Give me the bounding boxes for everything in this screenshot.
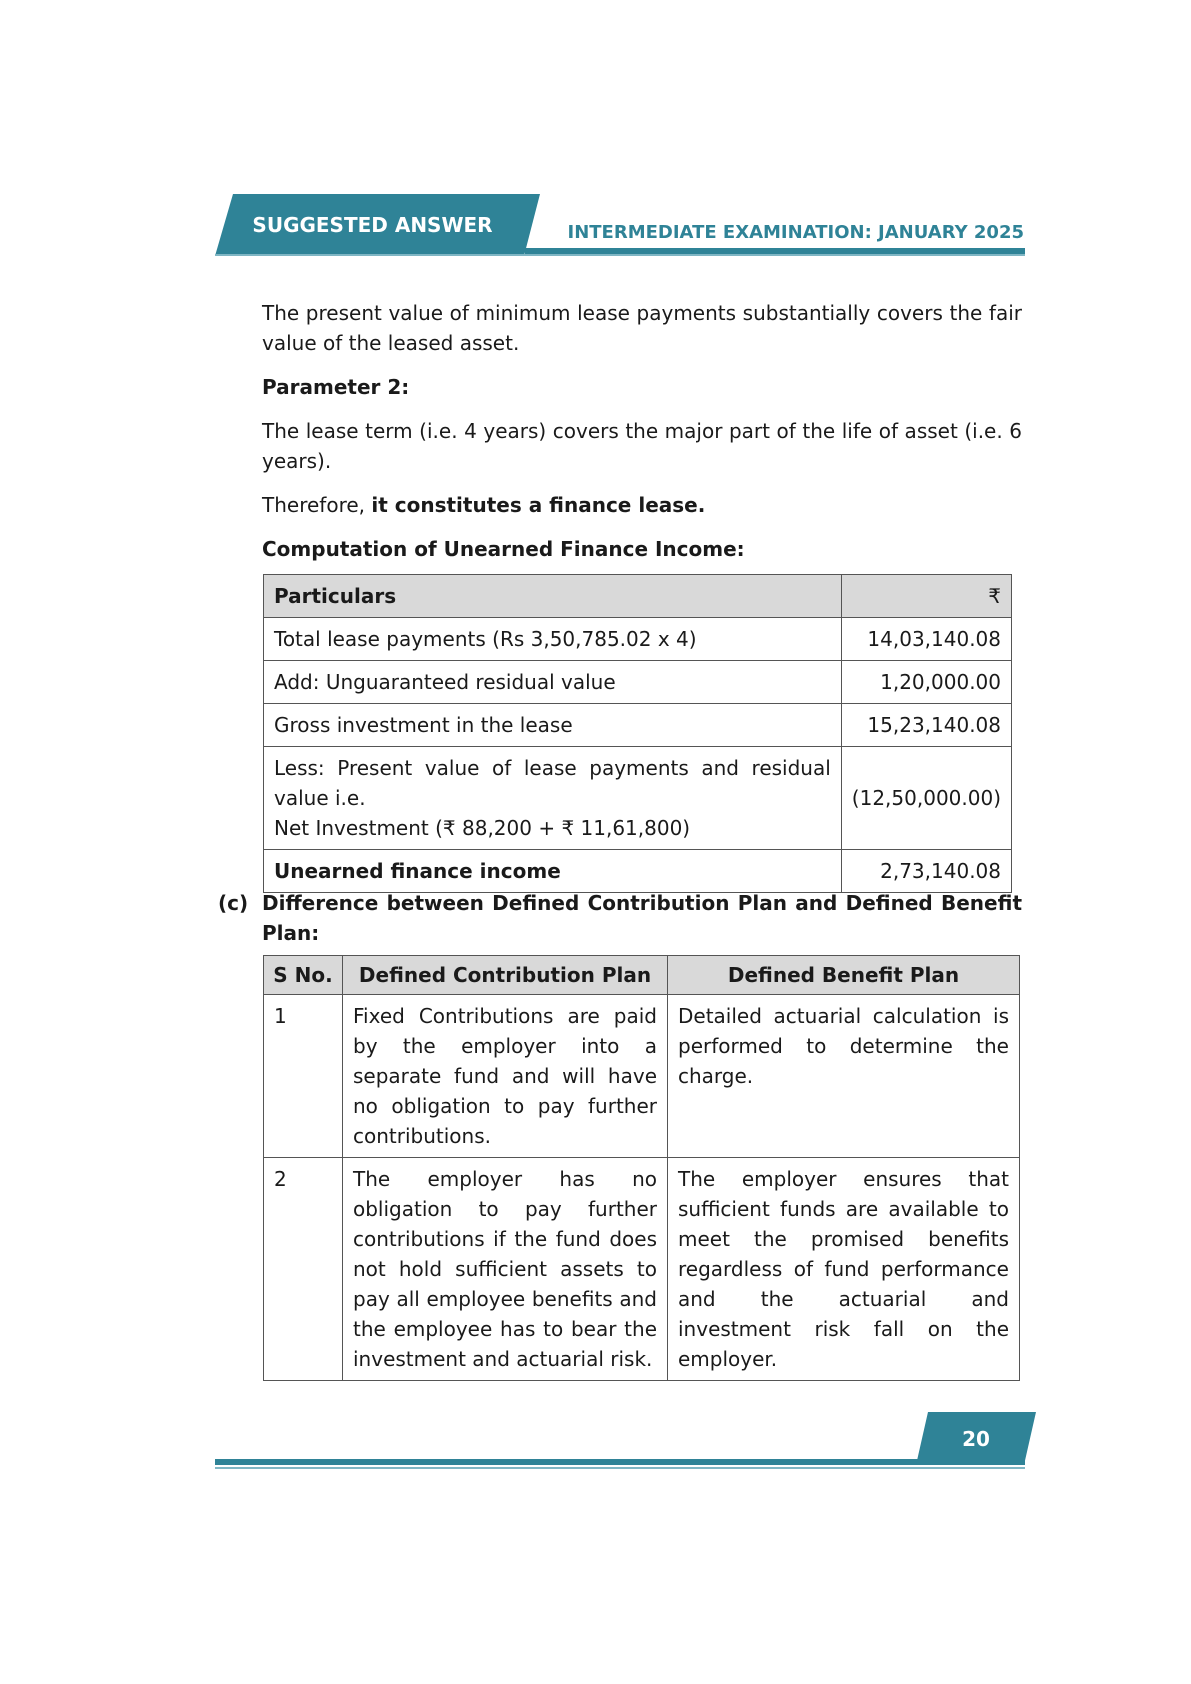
plan-comparison-table [263, 955, 1020, 1381]
particulars-header: Particulars [264, 575, 842, 618]
table-row [264, 661, 1012, 704]
section-c-heading: Difference between Defined Contribution Plan and Defined Benefit Plan: [262, 891, 1022, 945]
conclusion-prefix: Therefore, [262, 493, 372, 517]
footer-rule-thick [215, 1459, 1025, 1465]
table-row [264, 747, 1012, 850]
unearned-finance-income-table [263, 574, 1012, 893]
table-row [264, 995, 1020, 1158]
total-amount: 2,73,140.08 [841, 850, 1011, 893]
section-c-marker: (c) [218, 891, 249, 915]
sno-header: S No. [264, 956, 343, 995]
row-amount: 14,03,140.08 [841, 618, 1011, 661]
row-label: Gross investment in the lease [264, 704, 842, 747]
paragraph-pv-coverage: The present value of minimum lease payments substantially covers the fair value of the leased asset. [262, 301, 1022, 355]
row-amount: 1,20,000.00 [841, 661, 1011, 704]
row-label: Add: Unguaranteed residual value [264, 661, 842, 704]
total-row [264, 850, 1012, 893]
exam-title: INTERMEDIATE EXAMINATION: JANUARY 2025 [567, 222, 1024, 243]
row-label-line2: Net Investment (₹ 88,200 + ₹ 11,61,800) [274, 816, 691, 840]
computation-heading: Computation of Unearned Finance Income: [262, 537, 745, 561]
table-row [264, 618, 1012, 661]
dc-cell: Fixed Contributions are paid by the employer into a separate fund and will have no obligation to pay further contributions. [343, 995, 668, 1158]
row-label [264, 747, 842, 850]
footer-rule-thin [215, 1467, 1025, 1469]
row-amount: 15,23,140.08 [841, 704, 1011, 747]
row-label: Total lease payments (Rs 3,50,785.02 x 4) [264, 618, 842, 661]
db-cell: Detailed actuarial calculation is performed to determine the charge. [668, 995, 1020, 1158]
currency-header: ₹ [841, 575, 1011, 618]
header-tab-label: SUGGESTED ANSWER [252, 213, 493, 237]
total-label: Unearned finance income [264, 850, 842, 893]
page-number: 20 [962, 1426, 990, 1451]
conclusion-bold: it constitutes a finance lease. [371, 493, 706, 517]
header-rule-thin [215, 254, 1025, 256]
db-header: Defined Benefit Plan [668, 956, 1020, 995]
table-row [264, 1158, 1020, 1381]
table-header-row [264, 575, 1012, 618]
body-text [262, 298, 1022, 564]
table-row [264, 704, 1012, 747]
paragraph-lease-term: The lease term (i.e. 4 years) covers the major part of the life of asset (i.e. 6 years). [262, 419, 1022, 473]
table-header-row [264, 956, 1020, 995]
paragraph-conclusion [262, 490, 1022, 520]
sno-cell: 1 [264, 995, 343, 1158]
row-amount: (12,50,000.00) [841, 747, 1011, 850]
parameter-2-heading: Parameter 2: [262, 375, 410, 399]
dc-cell: The employer has no obligation to pay further contributions if the fund does not hold sufficient assets to pay all employee benefits and the employee has to bear the investment and actuarial risk. [343, 1158, 668, 1381]
dc-header: Defined Contribution Plan [343, 956, 668, 995]
sno-cell: 2 [264, 1158, 343, 1381]
row-label-line1: Less: Present value of lease payments and residual value i.e. [274, 756, 831, 810]
db-cell: The employer ensures that sufficient funds are available to meet the promised benefits regardless of fund performance and the actuarial and investment risk fall on the employer. [668, 1158, 1020, 1381]
